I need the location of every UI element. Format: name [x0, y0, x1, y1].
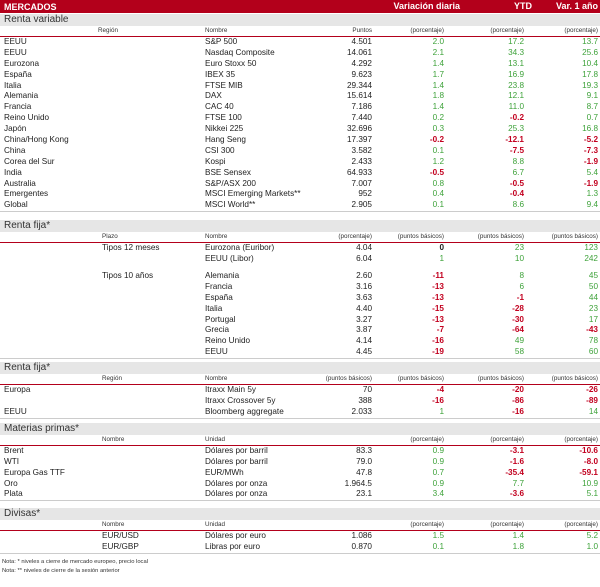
rv-cell-5: -7.3 — [583, 145, 598, 155]
rv-table-row — [0, 48, 600, 59]
rv-table-row — [0, 81, 600, 92]
rv-cell-0: Eurozona — [4, 58, 40, 68]
col-annual: Var. 1 año — [555, 1, 598, 11]
rf1-cell-0: Tipos 12 meses — [102, 243, 160, 253]
mp-header-4: (porcentaje) — [490, 435, 524, 443]
rf1-table-row — [0, 282, 600, 293]
rv-table-row — [0, 70, 600, 81]
mp-header-1: Unidad — [205, 435, 225, 443]
rf1-table-row — [0, 304, 600, 315]
rv-cell-3: 0.2 — [432, 113, 444, 123]
rf1-header-1: Nombre — [205, 233, 228, 241]
mp-header-0: Nombre — [102, 435, 125, 443]
rv-cell-5: -5.2 — [583, 135, 598, 145]
footnote: Nota: * niveles a cierre de mercado europeo, precio local — [2, 559, 148, 566]
rf1-cell-1: España — [205, 292, 233, 302]
mp-cell-3: 3.4 — [432, 489, 444, 499]
rf1-cell-3: -7 — [436, 325, 444, 335]
rf1-header-2: (porcentaje) — [338, 233, 372, 241]
rv-cell-2: 7.007 — [351, 178, 372, 188]
rf1-cell-5: 23 — [588, 303, 598, 313]
rv-cell-3: 0.3 — [432, 124, 444, 134]
mp-table-row — [0, 446, 600, 457]
rv-header-0: Región — [98, 27, 118, 34]
rf1-cell-4: 8 — [519, 271, 524, 281]
rf1-cell-2: 3.63 — [356, 292, 372, 302]
dv-cell-4: 1.4 — [512, 531, 524, 541]
rv-cell-0: China — [4, 145, 26, 155]
rv-cell-1: IBEX 35 — [205, 69, 236, 79]
rf2-cell-1: Itraxx Crossover 5y — [205, 396, 276, 406]
rv-cell-0: Corea del Sur — [4, 156, 55, 166]
content — [0, 13, 600, 576]
rf1-cell-5: -43 — [586, 325, 598, 335]
rf2-cell-5: -26 — [586, 385, 598, 395]
rf1-table-row — [0, 243, 600, 254]
rv-cell-1: Kospi — [205, 156, 226, 166]
rv-cell-5: 17.8 — [582, 69, 598, 79]
rv-header-1: Nombre — [205, 27, 228, 34]
rv-cell-5: 10.4 — [582, 58, 598, 68]
rv-cell-3: 1.4 — [432, 58, 444, 68]
rf1-header-4: (puntos básicos) — [477, 233, 524, 241]
rv-cell-2: 64.933 — [346, 167, 372, 177]
rv-cell-1: CAC 40 — [205, 102, 234, 112]
rv-cell-3: 1.2 — [432, 156, 444, 166]
rf2-cell-3: -4 — [436, 385, 444, 395]
dv-cell-0: EUR/GBP — [102, 542, 139, 552]
col-daily-change: Variación diaria — [393, 1, 460, 11]
rv-cell-3: 1.8 — [432, 91, 444, 101]
rv-cell-0: Francia — [4, 102, 32, 112]
mp-cell-5: -59.1 — [579, 467, 598, 477]
rv-cell-4: -7.5 — [509, 145, 524, 155]
rf2-cell-1: Bloomberg aggregate — [205, 406, 284, 416]
rv-cell-3: -0.2 — [429, 135, 444, 145]
rv-cell-1: S&P/ASX 200 — [205, 178, 256, 188]
rf1-cell-2: 4.14 — [356, 336, 372, 346]
mp-cell-0: Plata — [4, 489, 23, 499]
rf1-cell-2: 4.04 — [356, 243, 372, 253]
rv-cell-4: -0.5 — [509, 178, 524, 188]
mp-cell-5: 5.1 — [586, 489, 598, 499]
rf1-cell-5: 17 — [588, 314, 598, 324]
rv-cell-2: 7.440 — [351, 113, 372, 123]
rv-cell-4: -12.1 — [505, 135, 524, 145]
rv-cell-2: 29.344 — [346, 80, 372, 90]
rv-cell-4: 23.8 — [508, 80, 524, 90]
rv-table-row — [0, 146, 600, 157]
rf2-table-row — [0, 407, 600, 419]
rv-header-2: Puntos — [352, 27, 372, 34]
mp-cell-2: 1.964.5 — [344, 478, 372, 488]
rv-cell-2: 14.061 — [346, 47, 372, 57]
rv-cell-0: Reino Unido — [4, 113, 50, 123]
rv-table-row — [0, 91, 600, 102]
rf2-header-0: Región — [102, 375, 122, 383]
rv-cell-2: 7.186 — [351, 102, 372, 112]
rf1-cell-5: 123 — [584, 243, 598, 253]
rv-table-row — [0, 37, 600, 48]
mp-cell-4: -35.4 — [505, 467, 524, 477]
rf1-cell-5: 44 — [588, 292, 598, 302]
rv-table-row — [0, 102, 600, 113]
rf1-cell-1: Alemania — [205, 271, 240, 281]
rv-table-row — [0, 124, 600, 135]
rv-cell-0: India — [4, 167, 22, 177]
rf1-cell-1: Francia — [205, 281, 233, 291]
rv-cell-2: 4.501 — [351, 37, 372, 46]
dv-cell-3: 1.5 — [432, 531, 444, 541]
rv-cell-2: 952 — [358, 189, 372, 199]
dv-table-row — [0, 531, 600, 542]
rf1-header-3: (puntos básicos) — [397, 233, 444, 241]
rv-cell-3: 1.4 — [432, 80, 444, 90]
col-ytd: YTD — [514, 1, 532, 11]
mp-cell-0: WTI — [4, 456, 20, 466]
dv-cell-1: Libras por euro — [205, 542, 261, 552]
rf1-cell-5: 242 — [584, 254, 598, 264]
dv-cell-4: 1.8 — [512, 542, 524, 552]
rv-cell-3: 0.8 — [432, 178, 444, 188]
rf2-header-1: Nombre — [205, 375, 228, 383]
rf1-cell-2: 4.40 — [356, 303, 372, 313]
rv-cell-5: 1.3 — [586, 189, 598, 199]
rv-table-row — [0, 179, 600, 190]
rv-header-4: (porcentaje) — [490, 27, 524, 34]
dv-column-headers — [0, 520, 600, 531]
mp-cell-4: -3.6 — [509, 489, 524, 499]
rv-cell-1: MSCI World** — [205, 200, 256, 210]
dv-cell-2: 0.870 — [351, 542, 372, 552]
rv-cell-1: FTSE 100 — [205, 113, 242, 123]
rv-cell-5: -1.9 — [583, 178, 598, 188]
footnote: Nota: ** niveles de cierre de la sesión anterior — [2, 568, 120, 575]
rv-cell-5: 16.8 — [582, 124, 598, 134]
rv-table-row — [0, 135, 600, 146]
dv-header-4: (porcentaje) — [490, 521, 524, 529]
rf2-cell-1: Itraxx Main 5y — [205, 385, 256, 395]
dv-table-row — [0, 542, 600, 554]
rv-cell-0: Emergentes — [4, 189, 49, 199]
header-bar — [0, 0, 600, 13]
rv-cell-4: 11.0 — [508, 102, 524, 112]
rf1-cell-4: 58 — [514, 347, 524, 357]
rv-cell-5: 5.4 — [586, 167, 598, 177]
rf2-cell-4: -20 — [512, 385, 524, 395]
rf1-cell-3: -19 — [432, 347, 444, 357]
mp-cell-5: -10.6 — [579, 445, 598, 455]
rf2-cell-5: 14 — [588, 406, 598, 416]
rf1-cell-4: -1 — [516, 292, 524, 302]
rf1-cell-4: 6 — [519, 281, 524, 291]
rv-cell-4: 8.6 — [512, 200, 524, 210]
rf1-cell-2: 4.45 — [356, 347, 372, 357]
rv-cell-0: Global — [4, 200, 28, 210]
rv-cell-1: CSI 300 — [205, 145, 235, 155]
rv-cell-0: Alemania — [4, 91, 39, 101]
rf1-column-headers — [0, 232, 600, 243]
rf1-cell-2: 3.16 — [356, 281, 372, 291]
rv-cell-4: 6.7 — [512, 167, 524, 177]
footnotes — [0, 558, 600, 576]
mp-cell-2: 79.0 — [356, 456, 372, 466]
mp-cell-1: EUR/MWh — [205, 467, 244, 477]
rf1-cell-5: 78 — [588, 336, 598, 346]
rv-cell-1: DAX — [205, 91, 222, 101]
rv-cell-3: 2.1 — [432, 47, 444, 57]
mp-column-headers — [0, 435, 600, 446]
mp-table-row — [0, 457, 600, 468]
rf1-header-5: (puntos básicos) — [551, 233, 598, 241]
rf1-cell-5: 60 — [588, 347, 598, 357]
rv-cell-3: 0.1 — [432, 145, 444, 155]
rv-cell-1: Euro Stoxx 50 — [205, 58, 257, 68]
rv-cell-1: Nasdaq Composite — [205, 47, 275, 57]
rv-cell-2: 2.433 — [351, 156, 372, 166]
rv-cell-2: 17.397 — [346, 135, 372, 145]
rf1-cell-2: 3.87 — [356, 325, 372, 335]
rv-cell-2: 4.292 — [351, 58, 372, 68]
rv-cell-3: 1.7 — [432, 69, 444, 79]
mp-cell-4: 7.7 — [512, 478, 524, 488]
rv-cell-3: 0.4 — [432, 189, 444, 199]
dv-cell-1: Dólares por euro — [205, 531, 266, 541]
rv-cell-2: 9.623 — [351, 69, 372, 79]
mp-cell-5: 10.9 — [582, 478, 598, 488]
mp-cell-2: 23.1 — [356, 489, 372, 499]
rf1-cell-3: -13 — [432, 292, 444, 302]
dv-section-title: Divisas* — [0, 508, 600, 520]
rf2-cell-4: -16 — [512, 406, 524, 416]
mp-cell-2: 47.8 — [356, 467, 372, 477]
rf1-cell-2: 6.04 — [356, 254, 372, 264]
rf2-cell-5: -89 — [586, 396, 598, 406]
rv-cell-5: 25.6 — [582, 47, 598, 57]
rf1-cell-4: 10 — [514, 254, 524, 264]
dv-cell-0: EUR/USD — [102, 531, 139, 541]
rf2-header-3: (puntos básicos) — [397, 375, 444, 383]
rv-cell-4: 17.2 — [508, 37, 524, 46]
rv-cell-4: -0.4 — [509, 189, 524, 199]
mp-cell-1: Dólares por onza — [205, 478, 268, 488]
rf2-cell-0: Europa — [4, 385, 31, 395]
rv-cell-5: 8.7 — [586, 102, 598, 112]
mp-cell-3: 0.7 — [432, 467, 444, 477]
rv-cell-2: 3.582 — [351, 145, 372, 155]
rf1-cell-1: EEUU (Libor) — [205, 254, 254, 264]
rv-cell-4: 25.3 — [508, 124, 524, 134]
rv-cell-0: Italia — [4, 80, 22, 90]
mp-cell-5: -8.0 — [583, 456, 598, 466]
rv-cell-1: BSE Sensex — [205, 167, 251, 177]
rv-cell-4: 13.1 — [508, 58, 524, 68]
rv-section-title: Renta variable — [0, 14, 600, 26]
rf1-table-row — [0, 347, 600, 359]
mp-cell-4: -1.6 — [509, 456, 524, 466]
rv-cell-2: 2.905 — [351, 200, 372, 210]
rf2-cell-0: EEUU — [4, 406, 27, 416]
rv-table-row — [0, 157, 600, 168]
dv-cell-5: 1.0 — [586, 542, 598, 552]
rf1-cell-1: Eurozona (Euribor) — [205, 243, 275, 253]
rf1-cell-4: 49 — [514, 336, 524, 346]
rf1-table-row — [0, 293, 600, 304]
rf2-table-row — [0, 396, 600, 407]
rf2-cell-2: 388 — [358, 396, 372, 406]
rf1-cell-1: Portugal — [205, 314, 236, 324]
rf1-cell-2: 2.60 — [356, 271, 372, 281]
rv-cell-0: Australia — [4, 178, 36, 188]
mp-cell-3: 0.9 — [432, 445, 444, 455]
rv-cell-2: 15.614 — [346, 91, 372, 101]
rf2-header-2: (puntos básicos) — [325, 375, 372, 383]
rf1-cell-3: -13 — [432, 281, 444, 291]
rv-cell-1: Hang Seng — [205, 135, 246, 145]
rf2-header-5: (puntos básicos) — [551, 375, 598, 383]
rv-cell-5: 0.7 — [586, 113, 598, 123]
rf1-cell-5: 50 — [588, 281, 598, 291]
rf1-cell-3: -13 — [432, 314, 444, 324]
rf1-cell-4: -64 — [512, 325, 524, 335]
rv-table-row — [0, 168, 600, 179]
rf1-cell-1: EEUU — [205, 347, 228, 357]
rf1-table-row — [0, 325, 600, 336]
rv-cell-3: -0.5 — [429, 167, 444, 177]
rf1-cell-4: -28 — [512, 303, 524, 313]
rv-cell-0: EEUU — [4, 47, 27, 57]
rf2-cell-2: 70 — [362, 385, 372, 395]
rf2-section-title: Renta fija* — [0, 362, 600, 374]
rf2-table-row — [0, 385, 600, 396]
rf2-cell-4: -86 — [512, 396, 524, 406]
rv-cell-1: Nikkei 225 — [205, 124, 244, 134]
rv-column-headers — [0, 26, 600, 37]
rf1-cell-2: 3.27 — [356, 314, 372, 324]
rf1-table-row — [0, 315, 600, 326]
rv-table-row — [0, 113, 600, 124]
rv-cell-0: Japón — [4, 124, 27, 134]
rv-cell-5: 19.3 — [582, 80, 598, 90]
rf1-header-0: Plazo — [102, 233, 118, 241]
rf2-cell-3: 1 — [439, 406, 444, 416]
page-title: MERCADOS — [4, 1, 57, 12]
rv-cell-0: China/Hong Kong — [4, 135, 69, 145]
rf1-cell-3: 1 — [439, 254, 444, 264]
rv-cell-4: 8.8 — [512, 156, 524, 166]
rv-header-5: (porcentaje) — [564, 27, 598, 34]
mp-cell-0: Europa Gas TTF — [4, 467, 65, 477]
rf1-cell-1: Grecia — [205, 325, 230, 335]
rv-table-row — [0, 200, 600, 212]
rf2-cell-3: -16 — [432, 396, 444, 406]
rv-cell-3: 2.0 — [432, 37, 444, 46]
rv-cell-5: 13.7 — [582, 37, 598, 46]
mp-table-row — [0, 468, 600, 479]
mp-section-title: Materias primas* — [0, 423, 600, 435]
rf1-cell-4: -30 — [512, 314, 524, 324]
rv-cell-4: -0.2 — [509, 113, 524, 123]
mp-cell-2: 83.3 — [356, 445, 372, 455]
rf1-cell-1: Reino Unido — [205, 336, 251, 346]
rf1-table-row — [0, 254, 600, 265]
rv-header-3: (porcentaje) — [410, 27, 444, 34]
rv-cell-4: 34.3 — [508, 47, 524, 57]
mp-cell-3: 0.9 — [432, 456, 444, 466]
rf1-cell-5: 45 — [588, 271, 598, 281]
rf1-cell-3: -15 — [432, 303, 444, 313]
rv-cell-3: 1.4 — [432, 102, 444, 112]
mp-header-3: (porcentaje) — [410, 435, 444, 443]
rv-cell-1: MSCI Emerging Markets** — [205, 189, 301, 199]
mp-table-row — [0, 489, 600, 501]
dv-cell-2: 1.086 — [351, 531, 372, 541]
rf2-cell-2: 2.033 — [351, 406, 372, 416]
rf1-cell-3: -11 — [432, 271, 444, 281]
rv-table-row — [0, 189, 600, 200]
rf1-cell-0: Tipos 10 años — [102, 271, 154, 281]
rf2-header-4: (puntos básicos) — [477, 375, 524, 383]
rv-cell-4: 12.1 — [508, 91, 524, 101]
mp-cell-1: Dólares por barril — [205, 456, 268, 466]
mp-cell-4: -3.1 — [509, 445, 524, 455]
mp-cell-1: Dólares por onza — [205, 489, 268, 499]
rv-table-row — [0, 59, 600, 70]
rf2-column-headers — [0, 374, 600, 385]
mp-cell-1: Dólares por barril — [205, 445, 268, 455]
dv-cell-3: 0.1 — [432, 542, 444, 552]
mp-cell-0: Brent — [4, 445, 24, 455]
rv-cell-1: S&P 500 — [205, 37, 238, 46]
mp-table-row — [0, 479, 600, 490]
dv-header-1: Unidad — [205, 521, 225, 529]
rv-cell-0: España — [4, 69, 32, 79]
mp-header-5: (porcentaje) — [564, 435, 598, 443]
dv-header-3: (porcentaje) — [410, 521, 444, 529]
rv-cell-5: -1.9 — [583, 156, 598, 166]
rv-cell-3: 0.1 — [432, 200, 444, 210]
mp-cell-0: Oro — [4, 478, 18, 488]
rf1-table-row — [0, 336, 600, 347]
dv-header-0: Nombre — [102, 521, 125, 529]
rv-cell-0: EEUU — [4, 37, 27, 46]
rv-cell-5: 9.4 — [586, 200, 598, 210]
rv-cell-5: 9.1 — [586, 91, 598, 101]
rf1-table-row — [0, 271, 600, 282]
dv-header-5: (porcentaje) — [564, 521, 598, 529]
mp-cell-3: 0.9 — [432, 478, 444, 488]
rv-cell-2: 32.696 — [346, 124, 372, 134]
rf1-cell-3: 0 — [439, 243, 444, 253]
rf1-cell-1: Italia — [205, 303, 223, 313]
rv-cell-1: FTSE MIB — [205, 80, 243, 90]
dv-cell-5: 5.2 — [586, 531, 598, 541]
rf1-section-title: Renta fija* — [0, 220, 600, 232]
rf1-cell-4: 23 — [514, 243, 524, 253]
rf1-cell-3: -16 — [432, 336, 444, 346]
rv-cell-4: 16.9 — [508, 69, 524, 79]
